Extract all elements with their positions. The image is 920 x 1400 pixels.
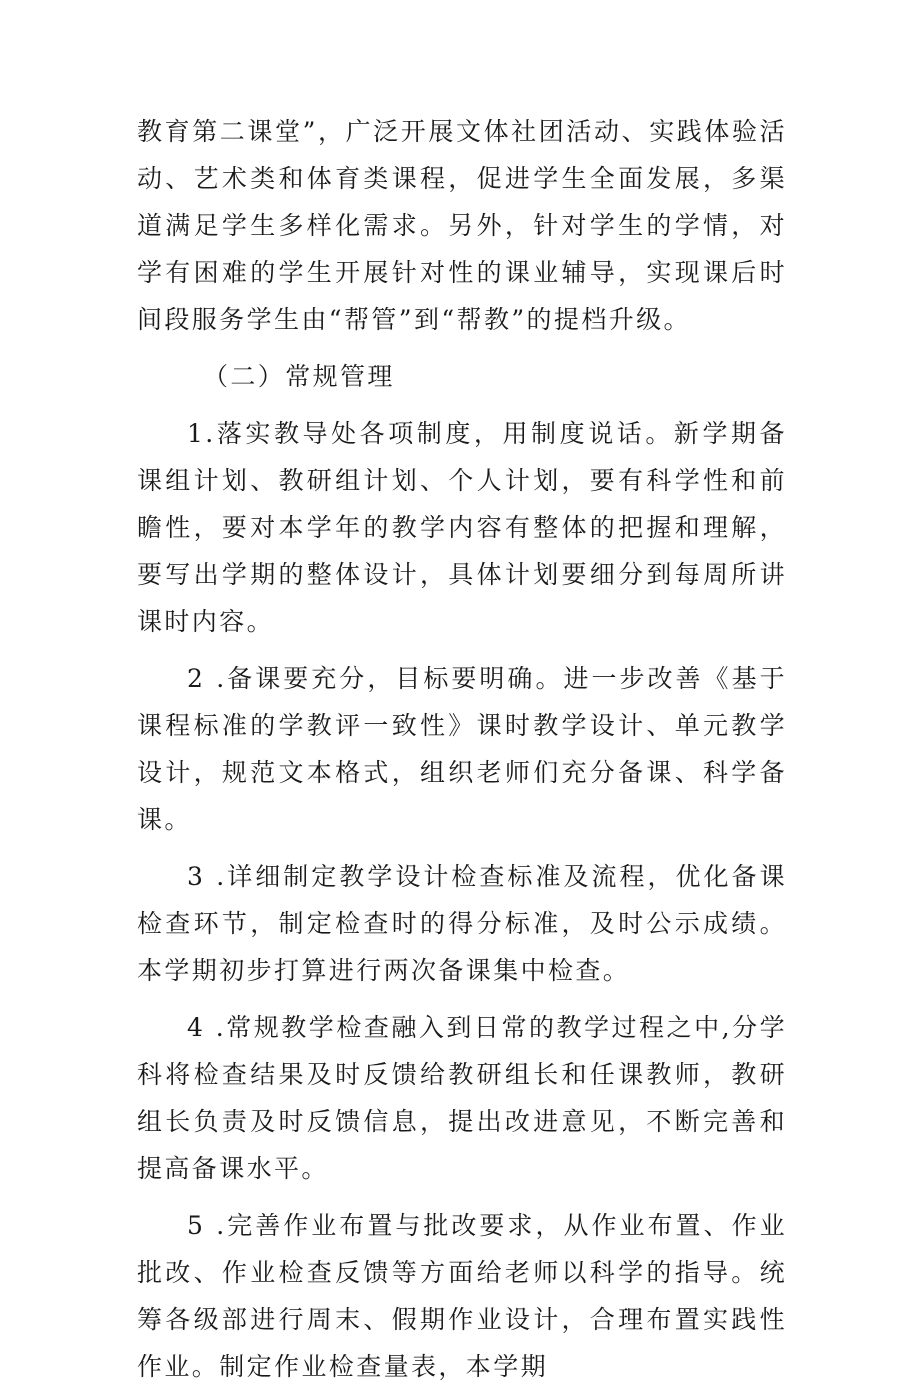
intro-paragraph: 教育第二课堂”，广泛开展文体社团活动、实践体验活动、艺术类和体育类课程，促进学生全面发展，多渠道满足学生多样化需求。另外，针对学生的学情，对学有困难的学生开展针对性的课业辅导，实现课后时间段服务学生由“帮管”到“帮教”的提档升级。 <box>137 117 787 334</box>
list-item-1: 1.落实教导处各项制度，用制度说话。新学期备课组计划、教研组计划、个人计划，要有科学性和前瞻性，要对本学年的教学内容有整体的把握和理解，要写出学期的整体设计，具体计划要细分到每周所讲课时内容。 <box>137 419 787 636</box>
section-heading: （二）常规管理 <box>203 362 395 391</box>
list-item-2: 2 .备课要充分，目标要明确。进一步改善《基于课程标准的学教评一致性》课时教学设计、单元教学设计，规范文本格式，组织老师们充分备课、科学备课。 <box>137 664 787 834</box>
list-item-5: 5 .完善作业布置与批改要求，从作业布置、作业批改、作业检查反馈等方面给老师以科学的指导。统筹各级部进行周末、假期作业设计，合理布置实践性作业。制定作业检查量表，本学期 <box>137 1211 787 1381</box>
list-item-4: 4 .常规教学检查融入到日常的教学过程之中,分学科将检查结果及时反馈给教研组长和任课教师，教研组长负责及时反馈信息，提出改进意见，不断完善和提高备课水平。 <box>137 1013 787 1183</box>
list-item-3: 3 .详细制定教学设计检查标准及流程，优化备课检查环节，制定检查时的得分标准，及时公示成绩。本学期初步打算进行两次备课集中检查。 <box>137 862 787 985</box>
document-body <box>137 108 787 1400</box>
